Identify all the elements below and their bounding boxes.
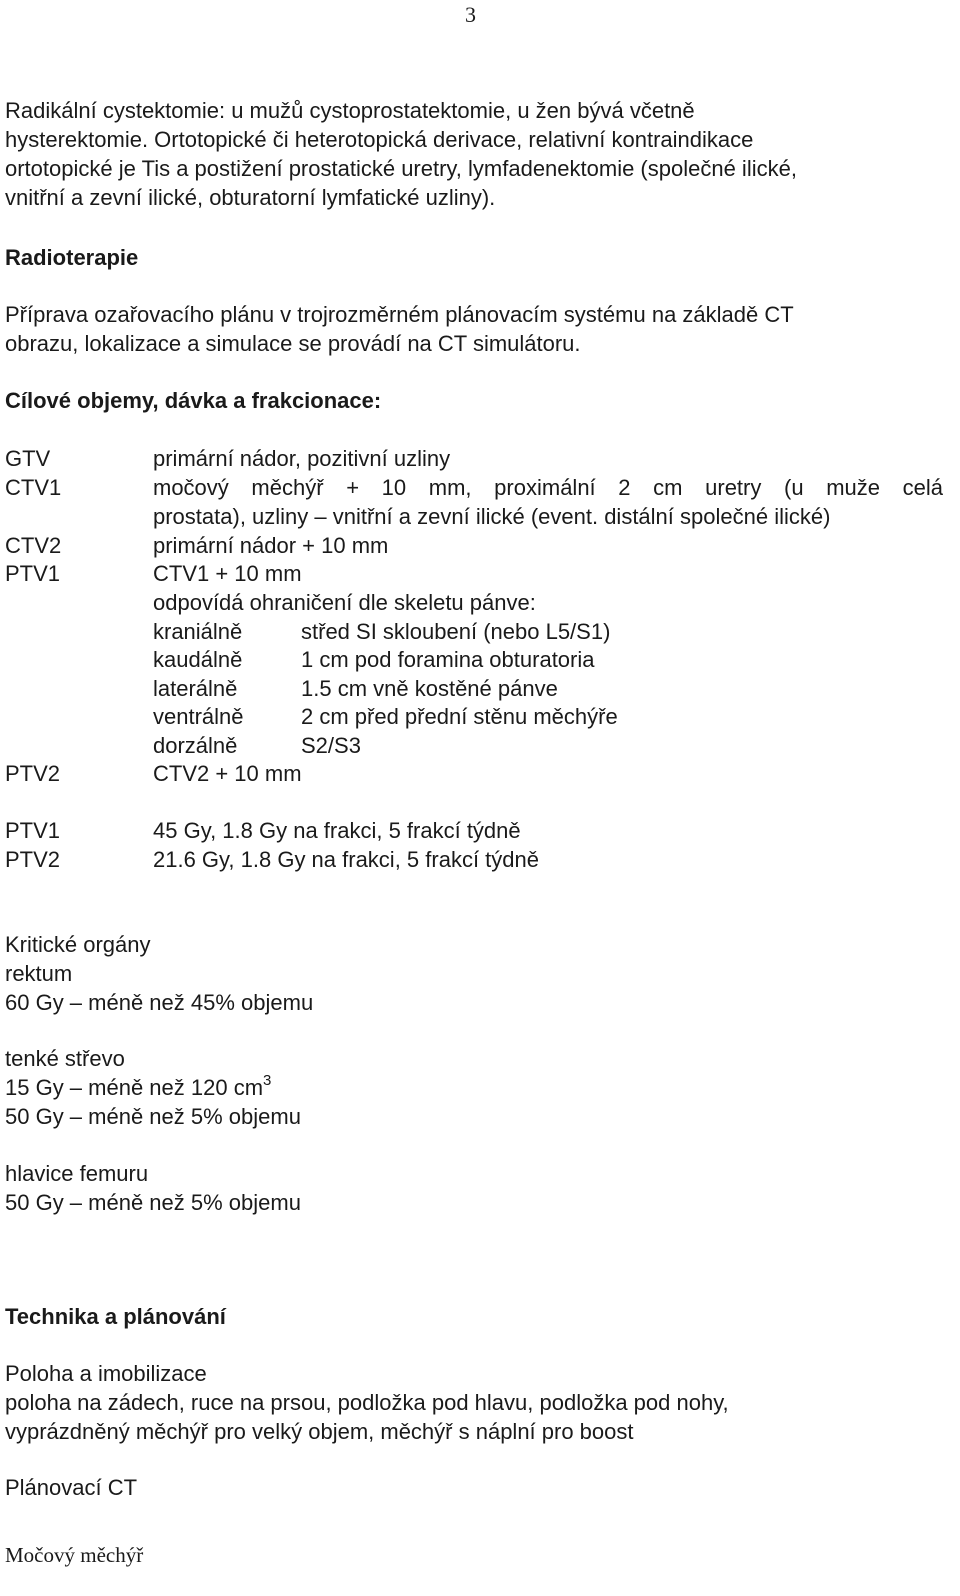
radioterapie-line: Příprava ozařovacího plánu v trojrozměrném plánovacím systému na základě CT	[5, 302, 794, 327]
ctv1-code: CTV1	[5, 475, 62, 500]
streva-limit-sup: 3	[263, 1071, 272, 1089]
femur-section	[5, 1159, 950, 1217]
dose-code: PTV1	[5, 818, 61, 843]
gtv-code: GTV	[5, 446, 51, 471]
dose-code: PTV2	[5, 847, 61, 872]
direction-label: laterálně	[153, 676, 238, 701]
femur-title: hlavice femuru	[5, 1161, 149, 1186]
direction-value: střed SI skloubení (nebo L5/S1)	[301, 619, 611, 644]
radioterapie-line: obrazu, lokalizace a simulace se provádí na CT simulátoru.	[5, 331, 581, 356]
poloha-line: vyprázdněný měchýř pro velký objem, měchýř s náplní pro boost	[5, 1419, 634, 1444]
page-number: 3	[465, 2, 476, 27]
direction-value: 1 cm pod foramina obturatoria	[301, 647, 595, 672]
direction-label: kraniálně	[153, 619, 243, 644]
ct-title: Plánovací CT	[5, 1475, 138, 1500]
ptv1-code: PTV1	[5, 561, 61, 586]
direction-label: ventrálně	[153, 704, 244, 729]
radioterapie-heading: Radioterapie	[5, 245, 139, 270]
targets-heading: Cílové objemy, dávka a frakcionace:	[5, 388, 382, 413]
ctv1-desc-line2: prostata), uzliny – vnitřní a zevní ilické (event. distální společné ilické)	[153, 504, 831, 529]
rektum-limit: 60 Gy – méně než 45% objemu	[5, 990, 314, 1015]
intro-line: hysterektomie. Ortotopické či heterotopická derivace, relativní kontraindikace	[5, 127, 754, 152]
poloha-title: Poloha a imobilizace	[5, 1361, 207, 1386]
ptv2-desc: CTV2 + 10 mm	[153, 761, 302, 786]
ptv1-desc: CTV1 + 10 mm	[153, 561, 302, 586]
poloha-line: poloha na zádech, ruce na prsou, podložka pod hlavu, podložka pod nohy,	[5, 1390, 729, 1415]
streva-limit: 50 Gy – méně než 5% objemu	[5, 1104, 301, 1129]
intro-line: ortotopické je Tis a postižení prostatické uretry, lymfadenektomie (společné ilické,	[5, 156, 797, 181]
critical-heading: Kritické orgány	[5, 932, 151, 957]
direction-value: 1.5 cm vně kostěné pánve	[301, 676, 558, 701]
direction-label: dorzálně	[153, 733, 238, 758]
intro-line: vnitřní a zevní ilické, obturatorní lymfatické uzliny).	[5, 185, 496, 210]
mechyr-title: Močový měchýř	[5, 1543, 144, 1567]
gtv-desc: primární nádor, pozitivní uzliny	[153, 446, 451, 471]
radioterapie-paragraph	[5, 300, 950, 358]
streva-title: tenké střevo	[5, 1046, 125, 1071]
technika-heading: Technika a plánování	[5, 1304, 226, 1329]
direction-value: 2 cm před přední stěnu měchýře	[301, 704, 618, 729]
dose-value: 21.6 Gy, 1.8 Gy na frakci, 5 frakcí týdně	[153, 847, 539, 872]
femur-limit: 50 Gy – méně než 5% objemu	[5, 1190, 301, 1215]
streva-limit	[5, 1073, 950, 1102]
poloha-section	[5, 1359, 950, 1446]
ptv1-sub: odpovídá ohraničení dle skeletu pánve:	[153, 590, 536, 615]
ctv2-desc: primární nádor + 10 mm	[153, 533, 389, 558]
rektum-title: rektum	[5, 961, 73, 986]
direction-value: S2/S3	[301, 733, 361, 758]
streva-section	[5, 1044, 950, 1131]
ptv2-code: PTV2	[5, 761, 61, 786]
streva-limit-text: 15 Gy – méně než 120 cm	[5, 1075, 264, 1100]
direction-label: kaudálně	[153, 647, 243, 672]
critical-section	[5, 930, 950, 1017]
dose-value: 45 Gy, 1.8 Gy na frakci, 5 frakcí týdně	[153, 818, 521, 843]
ctv1-desc-line1: močový měchýř + 10 mm, proximální 2 cm uretry (u muže celá	[153, 475, 943, 500]
intro-line: Radikální cystektomie: u mužů cystoprostatektomie, u žen bývá včetně	[5, 98, 695, 123]
ctv2-code: CTV2	[5, 533, 62, 558]
intro-paragraph	[5, 96, 950, 212]
